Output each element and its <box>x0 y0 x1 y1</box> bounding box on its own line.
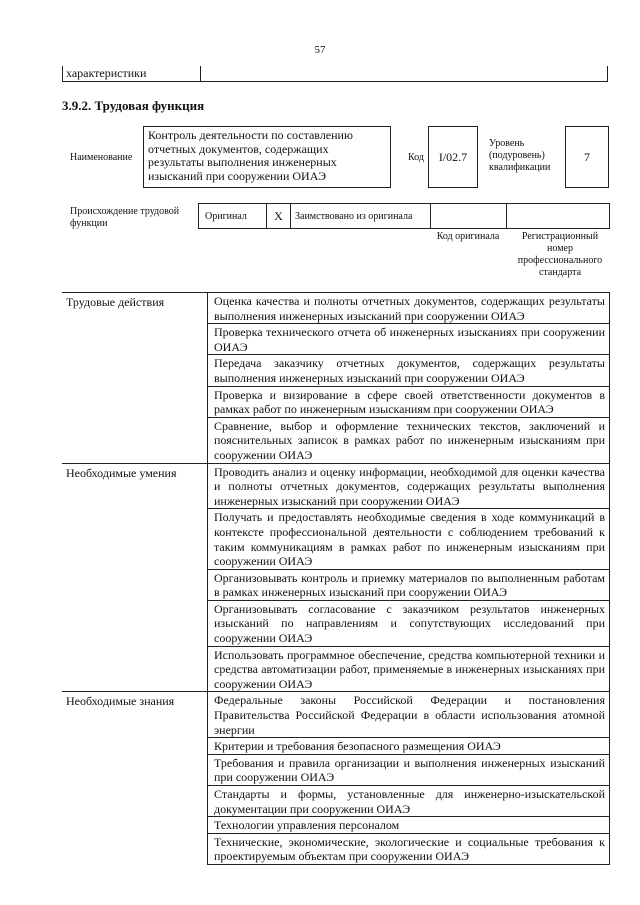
code-label: Код <box>408 152 424 163</box>
code-value: I/02.7 <box>438 149 468 164</box>
item-cell: Организовывать контроль и приемку материалов по выполненным работам в рамках инженерных изысканий при сооружении ОИАЭ <box>208 569 610 600</box>
item-cell: Проверка технического отчета об инженерных изысканиях при сооружении ОИАЭ <box>208 324 610 355</box>
item-cell: Передача заказчику отчетных документов, содержащих результаты выполнения инженерных изысканий при сооружении ОИАЭ <box>208 355 610 386</box>
level-box <box>565 126 609 188</box>
characteristics-label: характеристики <box>66 66 147 80</box>
previous-table-continuation <box>62 66 608 82</box>
section-title: 3.9.2. Трудовая функция <box>62 98 205 113</box>
item-cell: Технологии управления персоналом <box>208 817 610 834</box>
table-row <box>62 463 610 509</box>
item-cell: Использовать программное обеспечение, средства компьютерной техники и средства автоматизации работ, применяемые в инженерных изысканиях при сооружении ОИАЭ <box>208 646 610 692</box>
original-label: Оригинал <box>199 204 267 228</box>
registration-number-caption: Регистрационный номер профессионального стандарта <box>517 231 603 278</box>
item-cell: Технические, экономические, экологические и социальные требования к проектируемым объектам при сооружении ОИАЭ <box>208 833 610 864</box>
origin-row <box>198 203 610 229</box>
item-cell: Критерии и требования безопасного размещения ОИАЭ <box>208 738 610 755</box>
item-cell: Стандарты и формы, установленные для инженерно-изыскательской документации при сооружении ОИАЭ <box>208 786 610 817</box>
table-row <box>62 293 610 324</box>
level-label-text: Уровень (подуровень) квалификации <box>489 138 551 173</box>
name-label: Наименование <box>70 152 133 163</box>
item-cell: Организовывать согласование с заказчиком результатов инженерных изысканий по направлениям и сопутствующих исследований при сооружении ОИАЭ <box>208 600 610 646</box>
level-value: 7 <box>584 149 590 164</box>
item-cell: Проводить анализ и оценку информации, необходимой для оценки качества и полноты отчетных документов, содержащих результаты выполнения инженерных изысканий при сооружении ОИАЭ <box>208 463 610 509</box>
code-box <box>428 126 478 188</box>
original-mark: X <box>267 204 291 228</box>
origin-label <box>70 206 196 230</box>
category-cell: Необходимые знания <box>62 692 208 865</box>
original-code-cell <box>431 204 507 228</box>
item-cell: Получать и предоставлять необходимые сведения в ходе коммуникаций в контексте профессиональной деятельности с соблюдением требований к таким коммуникациям в рамках работ по инженерным изысканиям при сооружении ОИАЭ <box>208 509 610 569</box>
origin-label-text: Происхождение трудовой функции <box>70 206 180 229</box>
item-cell: Требования и правила организации и выполнения инженерных изысканий при сооружении ОИАЭ <box>208 754 610 785</box>
item-cell: Сравнение, выбор и оформление технических текстов, заключений и пояснительных записок в рамках работ по инженерным изысканиям при сооружении ОИАЭ <box>208 417 610 463</box>
page-number: 57 <box>314 44 326 56</box>
table-row <box>62 692 610 738</box>
function-details-table <box>62 292 610 865</box>
category-cell: Необходимые умения <box>62 463 208 692</box>
qualification-level-label <box>489 138 563 174</box>
borrowed-label: Заимствовано из оригинала <box>291 204 431 228</box>
item-cell: Проверка и визирование в сфере своей ответственности документов в рамках работ по инженерным изысканиям при сооружении ОИАЭ <box>208 386 610 417</box>
function-name-box: Контроль деятельности по составлению отчетных документов, содержащих результаты выполнения инженерных изысканий при сооружении ОИАЭ <box>143 126 391 188</box>
registration-number-cell <box>507 204 609 228</box>
original-code-caption: Код оригинала <box>436 231 500 242</box>
item-cell: Оценка качества и полноты отчетных документов, содержащих результаты выполнения инженерных изысканий при сооружении ОИАЭ <box>208 293 610 324</box>
category-cell: Трудовые действия <box>62 293 208 464</box>
item-cell: Федеральные законы Российской Федерации и постановления Правительства Российской Федерации в области использования атомной энергии <box>208 692 610 738</box>
